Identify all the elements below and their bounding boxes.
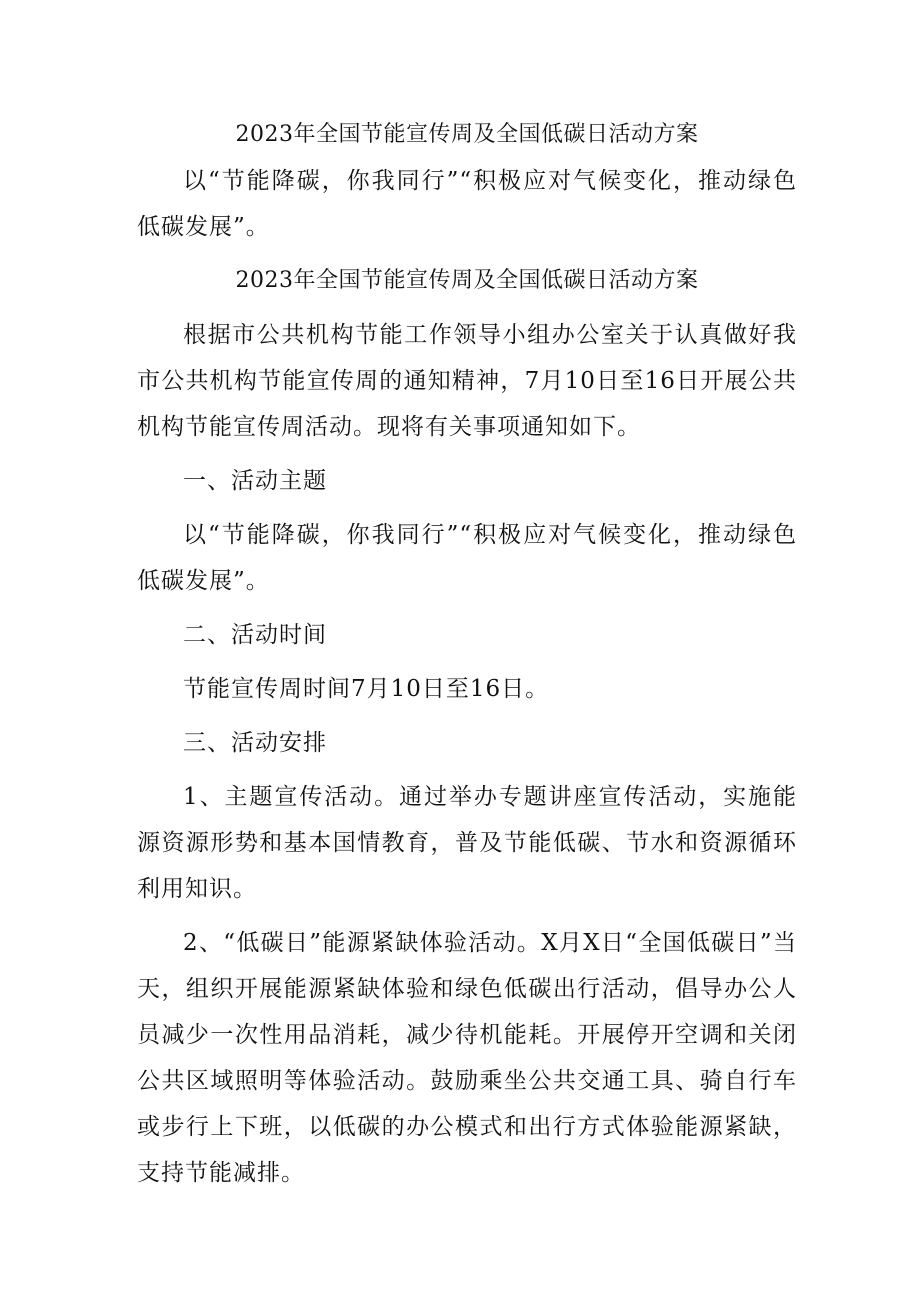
intro-paragraph: 根据市公共机构节能工作领导小组办公室关于认真做好我市公共机构节能宣传周的通知精神，7月10日至16日开展公共机构节能宣传周活动。现将有关事项通知如下。: [137, 322, 797, 440]
section2-heading: 二、活动时间: [183, 622, 327, 648]
section3-heading: 三、活动安排: [183, 730, 327, 756]
document-title: 2023年全国节能宣传周及全国低碳日活动方案: [235, 122, 699, 147]
document-subtitle: 2023年全国节能宣传周及全国低碳日活动方案: [235, 268, 699, 293]
section3-item2: 2、“低碳日”能源紧缺体验活动。X月X日“全国低碳日”当天，组织开展能源紧缺体验和绿色低碳出行活动，倡导办公人员减少一次性用品消耗，减少待机能耗。开展停开空调和关闭公共区域照明等体验活动。鼓励乘坐公共交通工具、骑自行车或步行上下班，以低碳的办公模式和出行方式体验能源紧缺，支持节能减排。: [137, 930, 797, 1186]
document-body: [137, 112, 797, 1196]
section2-body: 节能宣传周时间7月10日至16日。: [183, 676, 550, 702]
section3-item1: 1、主题宣传活动。通过举办专题讲座宣传活动，实施能源资源形势和基本国情教育，普及节能低碳、节水和资源循环利用知识。: [137, 784, 797, 902]
intro-slogan: 以“节能降碳，你我同行”“积极应对气候变化，推动绿色低碳发展”。: [137, 168, 797, 240]
section1-heading: 一、活动主题: [183, 468, 327, 494]
section1-body: 以“节能降碳，你我同行”“积极应对气候变化，推动绿色低碳发展”。: [137, 522, 797, 594]
